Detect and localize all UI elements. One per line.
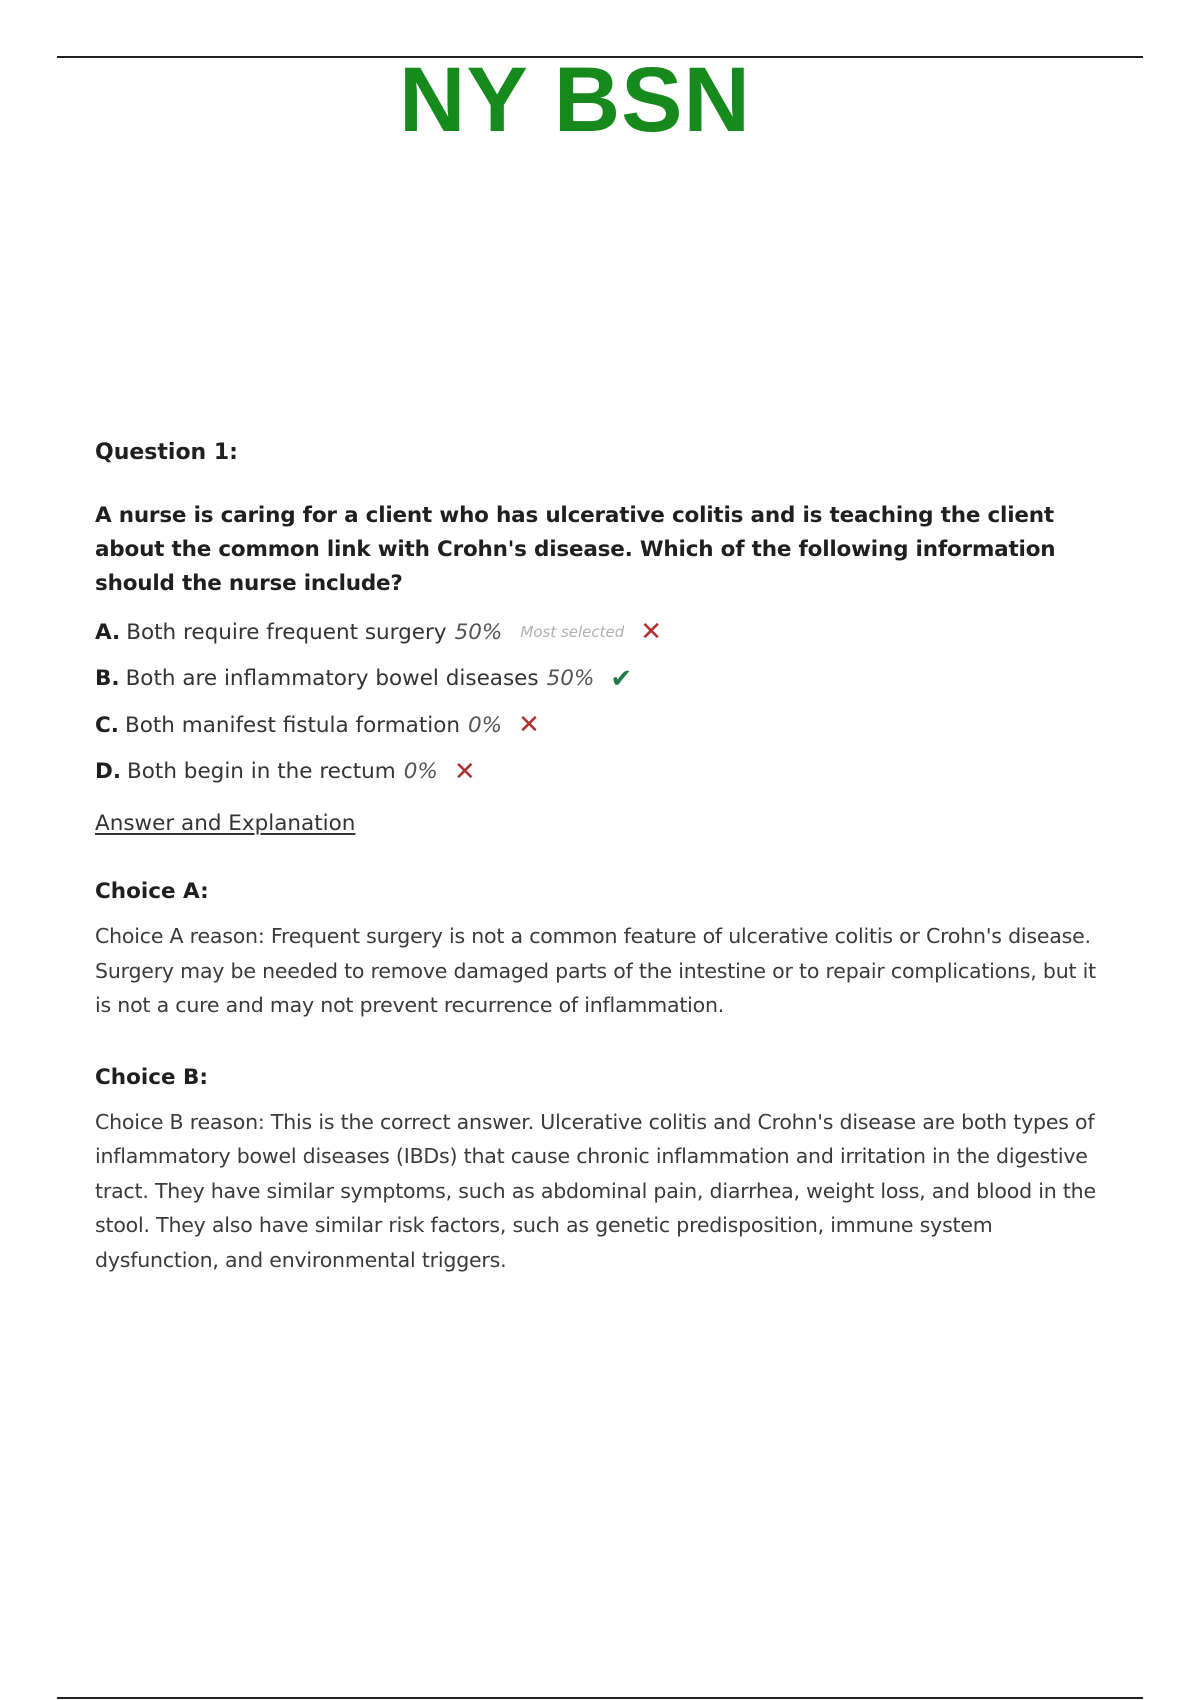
question-content [95,438,1105,1277]
check-icon: ✔ [610,663,633,694]
option-text: Both manifest fistula formation [124,712,460,738]
option-text: Both begin in the rectum [127,759,396,784]
answer-options [95,615,1105,789]
option-letter: A. [95,619,121,645]
x-icon: ✕ [518,710,540,740]
option-percent: 0% [403,759,438,784]
brand-title: NY BSN [399,49,751,151]
option-letter: D. [95,759,122,784]
answer-explanation-link[interactable]: Answer and Explanation [95,811,356,836]
option-b[interactable] [95,662,1105,696]
option-c[interactable] [95,708,1105,742]
choice-b-explanation: Choice B reason: This is the correct answer. Ulcerative colitis and Crohn's disease are both types of inflammatory bowel diseases (IBDs) that cause chronic inflammation and irritation in the digestive tract. They have similar symptoms, such as abdominal pain, diarrhea, weight loss, and blood in the stool. They also have similar risk factors, such as genetic predisposition, immune system dysfunction, and environmental triggers. [95,1109,1096,1272]
x-icon: ✕ [453,756,476,787]
x-icon: ✕ [640,617,663,647]
bottom-divider [57,1697,1143,1699]
option-percent: 50% [454,619,503,645]
choice-a-explanation: Choice A reason: Frequent surgery is not a common feature of ulcerative colitis or Crohn's disease. Surgery may be needed to remove damaged parts of the intestine or to repair complications, but it is not a cure and may not prevent recurrence of inflammation. [95,924,1097,1017]
question-stem: A nurse is caring for a client who has ulcerative colitis and is teaching the client about the common link with Crohn's disease. Which of the following information should the nurse include? [95,503,1056,596]
option-letter: B. [95,666,120,691]
option-text: Both require frequent surgery [126,619,447,645]
choice-b-heading: Choice B: [95,1064,209,1090]
option-a[interactable] [95,615,1105,649]
option-percent: 50% [546,666,595,691]
question-number: Question 1: [95,440,238,465]
option-letter: C. [95,712,119,738]
option-percent: 0% [468,712,503,738]
most-selected-badge: Most selected [520,623,625,641]
option-d[interactable] [95,755,1105,789]
choice-a-heading: Choice A: [95,879,209,904]
option-text: Both are inflammatory bowel diseases [125,666,539,691]
